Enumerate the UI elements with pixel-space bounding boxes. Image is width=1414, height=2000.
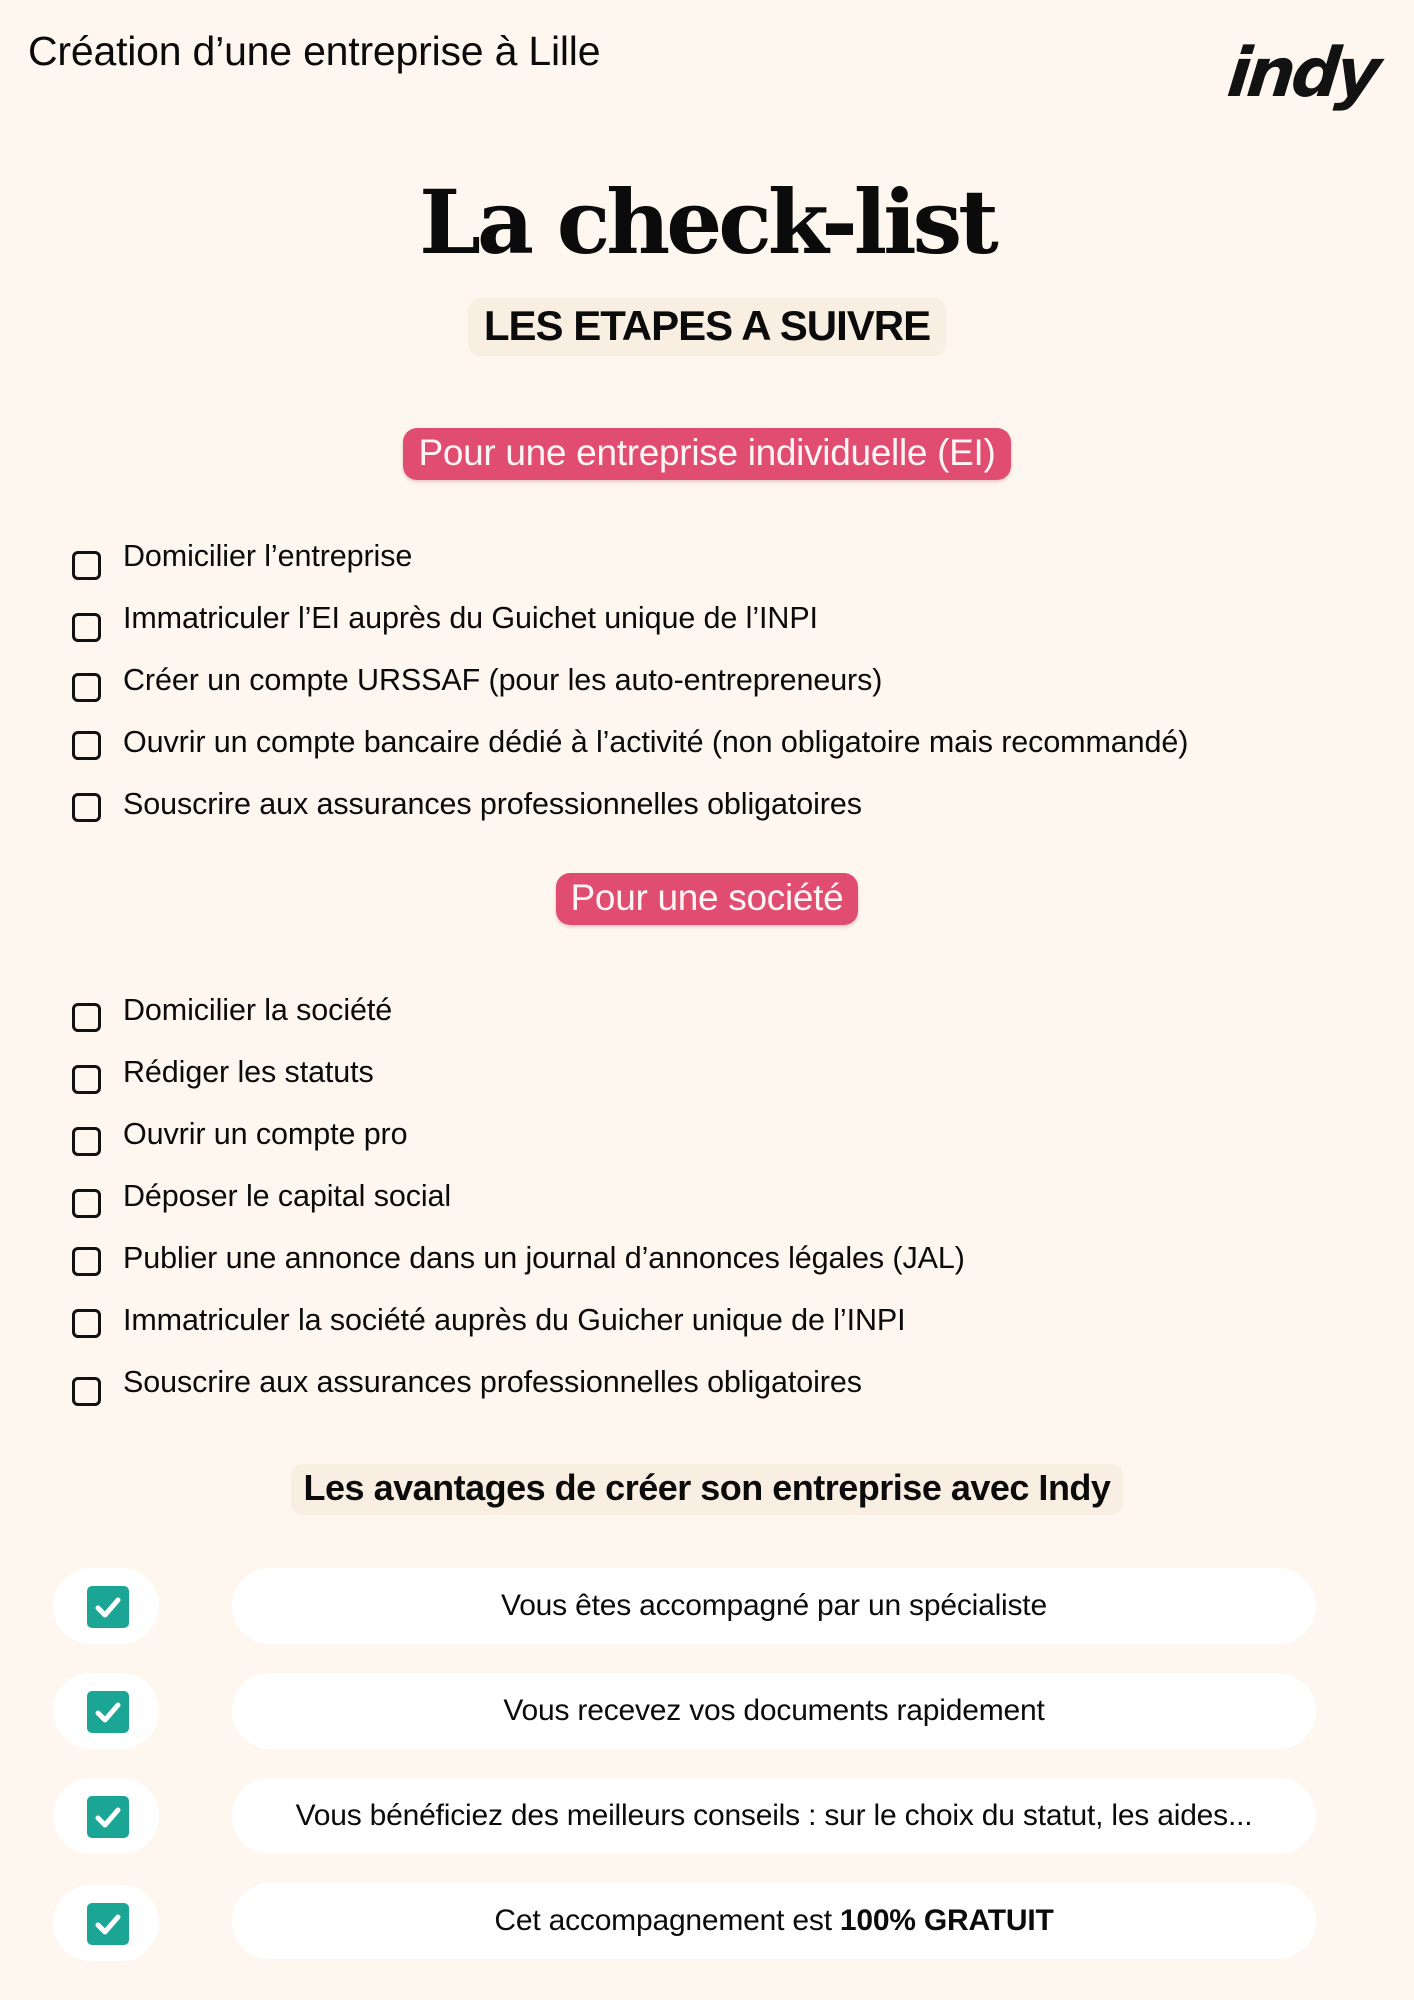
- checked-checkbox-icon: [87, 1903, 129, 1945]
- advantage-text: Vous êtes accompagné par un spécialiste: [501, 1589, 1047, 1622]
- empty-checkbox-icon[interactable]: [72, 1189, 101, 1218]
- item-label: Déposer le capital social: [123, 1179, 452, 1213]
- empty-checkbox-icon[interactable]: [72, 1065, 101, 1094]
- subtitle: LES ETAPES A SUIVRE: [468, 298, 946, 356]
- checked-checkbox-icon: [87, 1796, 129, 1838]
- item-label: Rédiger les statuts: [123, 1055, 374, 1089]
- section-societe-label: Pour une société: [556, 873, 859, 925]
- empty-checkbox-icon[interactable]: [72, 1003, 101, 1032]
- advantage-bold-text: 100% GRATUIT: [839, 1904, 1054, 1937]
- checked-checkbox-icon: [87, 1691, 129, 1733]
- item-label: Ouvrir un compte pro: [123, 1117, 408, 1151]
- advantage-row: [0, 1885, 1414, 1961]
- advantage-row: [0, 1673, 1414, 1749]
- empty-checkbox-icon[interactable]: [72, 1309, 101, 1338]
- item-label: Publier une annonce dans un journal d’annonces légales (JAL): [123, 1241, 965, 1275]
- section-ei-label: Pour une entreprise individuelle (EI): [403, 428, 1010, 480]
- checked-checkbox-icon: [87, 1586, 129, 1628]
- item-label: Ouvrir un compte bancaire dédié à l’activité (non obligatoire mais recommandé): [123, 725, 1189, 759]
- advantage-row: [0, 1568, 1414, 1644]
- section-societe-header: [0, 873, 1414, 925]
- advantage-text: Vous recevez vos documents rapidement: [503, 1694, 1045, 1727]
- empty-checkbox-icon[interactable]: [72, 1127, 101, 1156]
- advantage-card: [232, 1778, 1316, 1854]
- empty-checkbox-icon[interactable]: [72, 551, 101, 580]
- item-label: Domicilier la société: [123, 993, 393, 1027]
- item-label: Créer un compte URSSAF (pour les auto-entrepreneurs): [123, 663, 883, 697]
- item-label: Souscrire aux assurances professionnelles obligatoires: [123, 787, 862, 821]
- document-title: Création d’une entreprise à Lille: [28, 28, 601, 74]
- item-label: Immatriculer l’EI auprès du Guichet unique de l’INPI: [123, 601, 818, 635]
- item-label: Immatriculer la société auprès du Guicher unique de l’INPI: [123, 1303, 906, 1337]
- empty-checkbox-icon[interactable]: [72, 731, 101, 760]
- advantages-heading: Les avantages de créer son entreprise avec Indy: [291, 1464, 1124, 1515]
- empty-checkbox-icon[interactable]: [72, 793, 101, 822]
- advantage-row: [0, 1778, 1414, 1854]
- advantage-card: [232, 1568, 1316, 1644]
- check-badge: [53, 1673, 159, 1749]
- section-ei-header: [0, 428, 1414, 480]
- main-title: La check-list: [419, 170, 995, 274]
- empty-checkbox-icon[interactable]: [72, 1377, 101, 1406]
- empty-checkbox-icon[interactable]: [72, 1247, 101, 1276]
- advantages-heading-wrap: [0, 1464, 1414, 1515]
- item-label: Domicilier l’entreprise: [123, 539, 413, 573]
- empty-checkbox-icon[interactable]: [72, 613, 101, 642]
- advantage-card: [232, 1883, 1316, 1959]
- subtitle-wrap: [0, 298, 1414, 356]
- advantage-card: [232, 1673, 1316, 1749]
- advantage-text: Cet accompagnement est: [494, 1904, 832, 1937]
- check-badge: [53, 1885, 159, 1961]
- indy-logo: indy: [1223, 34, 1381, 113]
- advantage-text: Vous bénéficiez des meilleurs conseils : sur le choix du statut, les aides...: [295, 1799, 1253, 1832]
- check-badge: [53, 1778, 159, 1854]
- empty-checkbox-icon[interactable]: [72, 673, 101, 702]
- check-badge: [53, 1568, 159, 1644]
- item-label: Souscrire aux assurances professionnelles obligatoires: [123, 1365, 862, 1399]
